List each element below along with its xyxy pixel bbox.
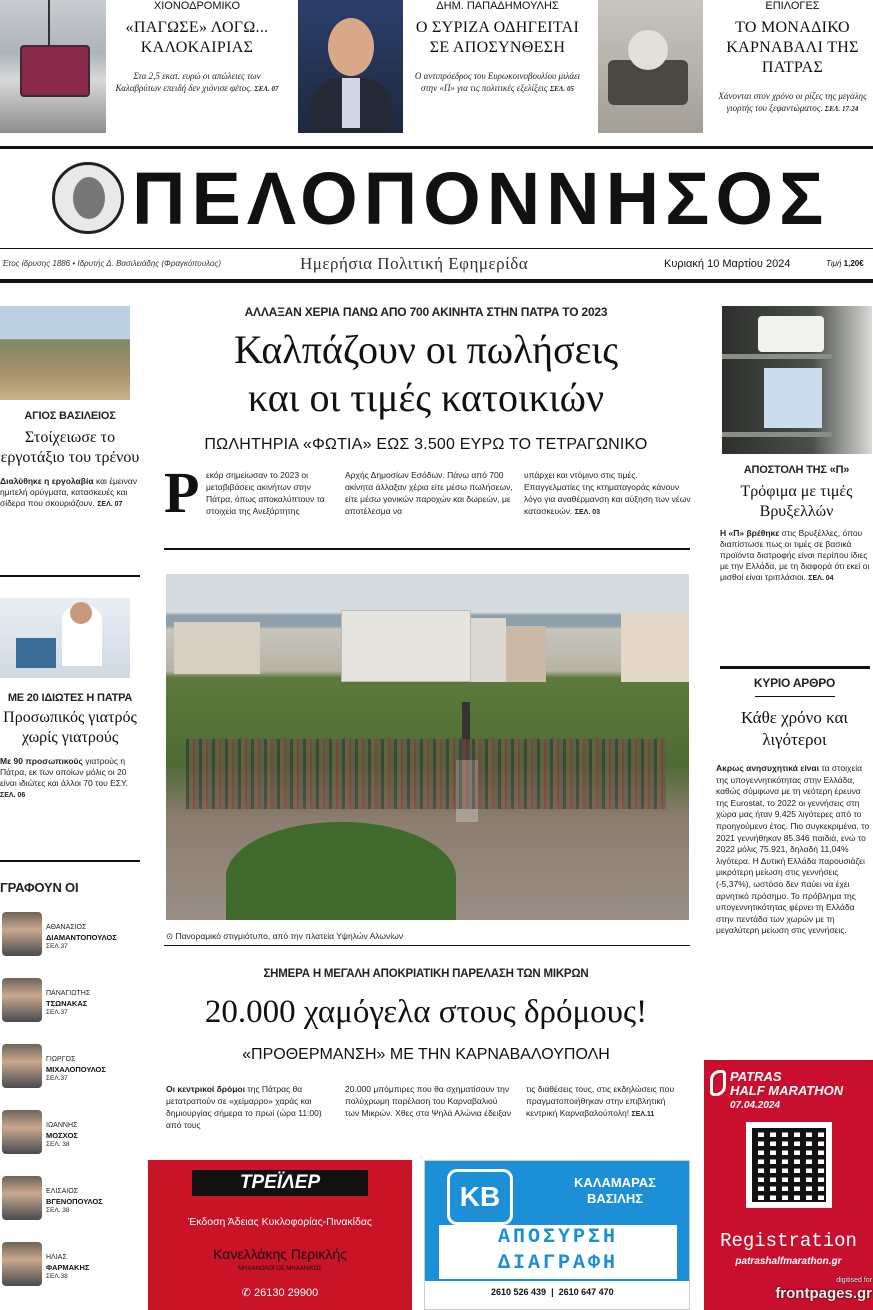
divider bbox=[0, 248, 873, 249]
story-headline: Τρόφιμα με τιμές Βρυξελλών bbox=[740, 483, 853, 520]
divider bbox=[0, 575, 140, 577]
teaser-summary: Χάνονται στον χρόνο οι ρίζες της μεγάλης γιορτής του ξεφαντώματος. ΣΕΛ. 17-24 bbox=[718, 91, 867, 113]
editorial-headline: Κάθε χρόνο και λιγότεροι bbox=[741, 708, 848, 749]
masthead-title: ΠΕΛΟΠΟΝΝΗΣΟΣ bbox=[132, 157, 830, 240]
main-photo-caption: ⊙ Πανοραμικό στιγμιότυπο, από την πλατεία Υψηλών Αλωνίων bbox=[166, 931, 404, 941]
ad-trailer-title: ΤΡΕΪΛΕΡ bbox=[192, 1170, 368, 1196]
avatar bbox=[2, 1044, 42, 1088]
writers-list bbox=[0, 910, 140, 1306]
ad-kalamaras-name: ΚΑΛΑΜΑΡΑΣ ΒΑΣΙΛΗΣ bbox=[574, 1175, 656, 1206]
writers-title: ΓΡΑΦΟΥΝ ΟΙ bbox=[0, 880, 79, 895]
teaser-photo-gondola bbox=[0, 0, 106, 133]
teaser-2[interactable] bbox=[410, 0, 585, 140]
ad-marathon-registration: Registration bbox=[720, 1230, 857, 1252]
ad-trailer-role: ΜΗΧΑΝΟΛΟΓΟΣ ΜΗΧΑΝΙΚΟΣ bbox=[238, 1266, 322, 1272]
columnist-page-ref: ΣΕΛ.37 bbox=[46, 943, 68, 950]
masthead-logo bbox=[52, 162, 124, 234]
left-story-2[interactable] bbox=[0, 692, 140, 801]
photo-doctor bbox=[0, 598, 130, 678]
main-col-1: εκόρ σημείωσαν το 2023 οι μεταβιβάσεις ακινήτων στην Πάτρα, όπως αποκαλύπτουν τα στοιχεία της Ανεξάρτητης bbox=[206, 470, 325, 516]
teaser-headline: Ο ΣΥΡΙΖΑ ΟΔΗΓΕΙΤΑΙ ΣΕ ΑΠΟΣΥΝΘΕΣΗ bbox=[415, 19, 580, 56]
second-col-2: 20.000 μπόμπιρες που θα σχηματίσουν την πολύχρωμη παρέλαση του Καρναβαλιού των Μικρών. Χθες στα Ψηλά Αλώνια έδειξαν bbox=[345, 1084, 512, 1118]
columnist-first-name: ΓΙΩΡΓΟΣ bbox=[46, 1056, 76, 1063]
teaser-summary: Ο αντιπρόεδρος του Ευρωκοινοβουλίου μιλάει στην «Π» για τις πολιτικές εξελίξεις ΣΕΛ. 05 bbox=[414, 71, 581, 93]
teaser-photo-papadimoulis bbox=[298, 0, 403, 133]
story-kicker: ΑΓΙΟΣ ΒΑΣΙΛΕΙΟΣ bbox=[24, 410, 116, 422]
avatar bbox=[2, 1242, 42, 1286]
columnist-last-name: ΜΟΣΧΟΣ bbox=[46, 1131, 78, 1140]
ad-kalamaras-phones: 2610 526 439 | 2610 647 470 bbox=[491, 1287, 614, 1297]
ad-marathon-url: patrashalfmarathon.gr bbox=[735, 1256, 842, 1267]
story-headline: Προσωπικός γιατρός χωρίς γιατρούς bbox=[3, 709, 137, 746]
avatar bbox=[2, 1110, 42, 1154]
second-col-3: τις διαθέσεις τους, στις εκδηλώσεις που πραγματοποιήθηκαν στην επιβλητική κεντρική Καρναβαλούπολη! ΣΕΛ.11 bbox=[526, 1084, 675, 1118]
ad-kalamaras[interactable] bbox=[424, 1160, 690, 1310]
teaser-headline: «ΠΑΓΩΣΕ» ΛΟΓΩ... ΚΑΛΟΚΑΙΡΙΑΣ bbox=[125, 19, 269, 56]
main-headline[interactable]: Καλπάζουν οι πωλήσεις και οι τιμές κατοικιών bbox=[233, 327, 619, 420]
columnist-first-name: ΠΑΝΑΓΙΩΤΗΣ bbox=[46, 990, 91, 997]
masthead-price: Τιμή 1,20€ bbox=[826, 259, 864, 268]
story-summary: Με 90 προσωπικούς γιατρούς η Πάτρα, εκ των οποίων μόλις οι 20 είναι ιδιώτες και άλλοι 70 του ΕΣΥ. ΣΕΛ. 06 bbox=[0, 756, 128, 799]
avatar bbox=[2, 1176, 42, 1220]
columnist-item[interactable] bbox=[0, 976, 140, 1042]
ad-trailer-name: Κανελλάκης Περικλής bbox=[213, 1246, 347, 1262]
kb-logo-icon: KB bbox=[447, 1169, 513, 1225]
watermark: digitised for frontpages.gr bbox=[775, 1277, 872, 1302]
main-subhead: ΠΩΛΗΤΗΡΙΑ «ΦΩΤΙΑ» ΕΩΣ 3.500 ΕΥΡΩ ΤΟ ΤΕΤΡΑΓΩΝΙΚΟ bbox=[204, 436, 648, 453]
right-story-1[interactable] bbox=[720, 464, 873, 584]
masthead-date: Κυριακή 10 Μαρτίου 2024 bbox=[664, 258, 791, 270]
columnist-item[interactable] bbox=[0, 1108, 140, 1174]
main-dropcap: Ρ bbox=[164, 460, 200, 525]
teaser-kicker: ΧΙΟΝΟΔΡΟΜΙΚΟ bbox=[153, 0, 241, 12]
columnist-item[interactable] bbox=[0, 910, 140, 976]
columnist-page-ref: ΣΕΛ. 38 bbox=[46, 1141, 70, 1148]
teaser-kicker: ΕΠΙΛΟΓΕΣ bbox=[765, 0, 820, 12]
story-kicker: ΜΕ 20 ΙΔΙΩΤΕΣ Η ΠΑΤΡΑ bbox=[7, 692, 133, 704]
columnist-item[interactable] bbox=[0, 1240, 140, 1306]
columnist-last-name: ΦΑΡΜΑΚΗΣ bbox=[46, 1263, 90, 1272]
teaser-3[interactable] bbox=[712, 0, 873, 140]
columnist-last-name: ΤΣΩΝΑΚΑΣ bbox=[46, 999, 88, 1008]
columnist-first-name: ΕΛΙΣΑΙΟΣ bbox=[46, 1188, 79, 1195]
story-headline: Στοίχειωσε το εργοτάξιο του τρένου bbox=[0, 429, 140, 466]
avatar bbox=[2, 978, 42, 1022]
avatar bbox=[2, 912, 42, 956]
ad-marathon-title: PATRAS HALF MARATHON bbox=[730, 1069, 844, 1098]
masthead-founded: Έτος ίδρυσης 1886 • Ιδρυτής Δ. Βασιλειάδης (Φραγκόπουλος) bbox=[2, 259, 221, 268]
main-photo-square bbox=[166, 574, 689, 920]
main-col-3: υπάρχει και ντόμινο στις τιμές. Επαγγελματίες της κτηματαγοράς κάνουν λόγο για αναθέρμανση και αύξηση των νέων κατασκευών. ΣΕΛ. 03 bbox=[524, 470, 691, 516]
runner-icon bbox=[710, 1070, 726, 1096]
divider bbox=[0, 860, 140, 862]
columnist-first-name: ΗΛΙΑΣ bbox=[46, 1254, 67, 1261]
ad-trailer-line: Έκδοση Άδειας Κυκλοφορίας-Πινακίδας bbox=[188, 1216, 372, 1228]
divider bbox=[164, 945, 690, 946]
second-kicker: ΣΗΜΕΡΑ Η ΜΕΓΑΛΗ ΑΠΟΚΡΙΑΤΙΚΗ ΠΑΡΕΛΑΣΗ ΤΩΝ ΜΙΚΡΩΝ bbox=[263, 968, 589, 980]
columnist-first-name: ΙΩΑΝΝΗΣ bbox=[46, 1122, 78, 1129]
left-story-1[interactable] bbox=[0, 410, 140, 510]
columnist-page-ref: ΣΕΛ.38 bbox=[46, 1273, 68, 1280]
photo-railway-site bbox=[0, 306, 130, 400]
ad-trailer-phone: ✆ 26130 29900 bbox=[241, 1287, 319, 1299]
divider bbox=[0, 146, 873, 149]
divider bbox=[720, 666, 870, 669]
divider bbox=[164, 548, 690, 550]
second-headline[interactable]: 20.000 χαμόγελα στους δρόμους! bbox=[204, 994, 648, 1030]
columnist-page-ref: ΣΕΛ. 38 bbox=[46, 1207, 70, 1214]
teaser-photo-carnival bbox=[598, 0, 703, 133]
columnist-last-name: ΒΓΕΝΟΠΟΥΛΟΣ bbox=[46, 1197, 103, 1206]
phone-icon: ✆ bbox=[241, 1287, 251, 1299]
columnist-first-name: ΑΘΑΝΑΣΙΟΣ bbox=[46, 924, 87, 931]
ad-trailer[interactable] bbox=[148, 1160, 412, 1310]
masthead-subtitle: Ημερήσια Πολιτική Εφημερίδα bbox=[300, 254, 529, 273]
columnist-item[interactable] bbox=[0, 1174, 140, 1240]
columnist-page-ref: ΣΕΛ.37 bbox=[46, 1075, 68, 1082]
teaser-kicker: ΔΗΜ. ΠΑΠΑΔΗΜΟΥΛΗΣ bbox=[436, 0, 559, 12]
story-kicker: ΑΠΟΣΤΟΛΗ ΤΗΣ «Π» bbox=[743, 464, 850, 476]
ad-kalamaras-services: ΑΠΟΣΥΡΣΗ ΔΙΑΓΡΑΦΗ bbox=[439, 1225, 677, 1279]
columnist-last-name: ΜΙΧΑΛΟΠΟΥΛΟΣ bbox=[46, 1065, 106, 1074]
editorial-label: ΚΥΡΙΟ ΑΡΘΡΟ bbox=[753, 676, 836, 690]
divider bbox=[755, 696, 835, 697]
ad-marathon-date: 07.04.2024 bbox=[730, 1100, 781, 1111]
ad-marathon[interactable] bbox=[704, 1060, 873, 1310]
teaser-1[interactable] bbox=[112, 0, 282, 140]
qr-code-icon bbox=[746, 1122, 832, 1208]
main-col-2: Αρχής Δημοσίων Εσόδων. Πάνω από 700 ακίνητα άλλαξαν χέρια είτε μέσω πωλήσεων, είτε μέσω γονικών παροχών και δωρεών, με αποτέλεσμα να bbox=[345, 470, 513, 516]
story-summary: Η «Π» βρέθηκε στις Βρυξέλλες, όπου διαπίστωσε πως οι τιμές σε βασικά προϊόντα διατροφής είναι περίπου ίδιες με την Ελλάδα, με τη διαφορά ότι εκεί οι μισθοί είναι τριπλάσιοι. ΣΕΛ. 04 bbox=[720, 528, 870, 582]
second-subhead: «ΠΡΟΘΕΡΜΑΝΣΗ» ΜΕ ΤΗΝ ΚΑΡΝΑΒΑΛΟΥΠΟΛΗ bbox=[242, 1046, 610, 1063]
second-col-1: Οι κεντρικοί δρόμοι της Πάτρας θα μετατραπούν σε «χείμαρρο» χαράς και δημιουργίας σήμερα το πρωί (ώρα 11:00) από τους bbox=[166, 1084, 322, 1130]
teaser-headline: ΤΟ ΜΟΝΑΔΙΚΟ ΚΑΡΝΑΒΑΛΙ ΤΗΣ ΠΑΤΡΑΣ bbox=[726, 19, 859, 76]
columnist-last-name: ΔΙΑΜΑΝΤΟΠΟΥΛΟΣ bbox=[46, 933, 117, 942]
columnist-item[interactable] bbox=[0, 1042, 140, 1108]
story-summary: Διαλύθηκε η εργολαβία και έμειναν ημιτελή ορύγματα, κατασκευές και σίδερα που σκουριάζουν. ΣΕΛ. 07 bbox=[0, 476, 138, 508]
columnist-page-ref: ΣΕΛ.37 bbox=[46, 1009, 68, 1016]
camera-icon: ⊙ bbox=[166, 931, 174, 941]
editorial[interactable] bbox=[716, 676, 873, 937]
main-kicker: ΑΛΛΑΞΑΝ ΧΕΡΙΑ ΠΑΝΩ ΑΠΟ 700 ΑΚΙΝΗΤΑ ΣΤΗΝ ΠΑΤΡΑ ΤΟ 2023 bbox=[244, 305, 608, 319]
photo-supermarket bbox=[722, 306, 872, 454]
teaser-summary: Στα 2,5 εκατ. ευρώ οι απώλειες των Καλαβρύτων επειδή δεν χιόνισε φέτος. ΣΕΛ. 07 bbox=[115, 71, 279, 93]
divider bbox=[0, 279, 873, 283]
editorial-body: Ακρως ανησυχητικά είναι τα στοιχεία της υπογεννητικότητας στην Ελλάδα, καθώς σύμφωνα με τη νεότερη έρευνα της Eurostat, το 2022 οι γεννήσεις στη χώρα μας ήταν 9.425 λιγότερες από το προηγούμενο έτος. Πιο συγκεκριμένα, το 2021 γεννήθηκαν 85.346 παιδιά, ενώ το 2022 μόλις 75.921, δηλαδή 11,04% λιγότερα. Η Δυτική Ελλάδα παρουσιάζει μικρότερη μείωση στις γεννήσεις (-5,37%), ωστόσο δεν παύει να έχει αρνητικό πρόσημο. Το πρόβλημα της υπογεννητικότητας φέρνει τη Ελλάδα στην πεντάδα των χωρών με τη μεγαλύτερη μείωση στις γεννήσεις. bbox=[716, 763, 870, 936]
